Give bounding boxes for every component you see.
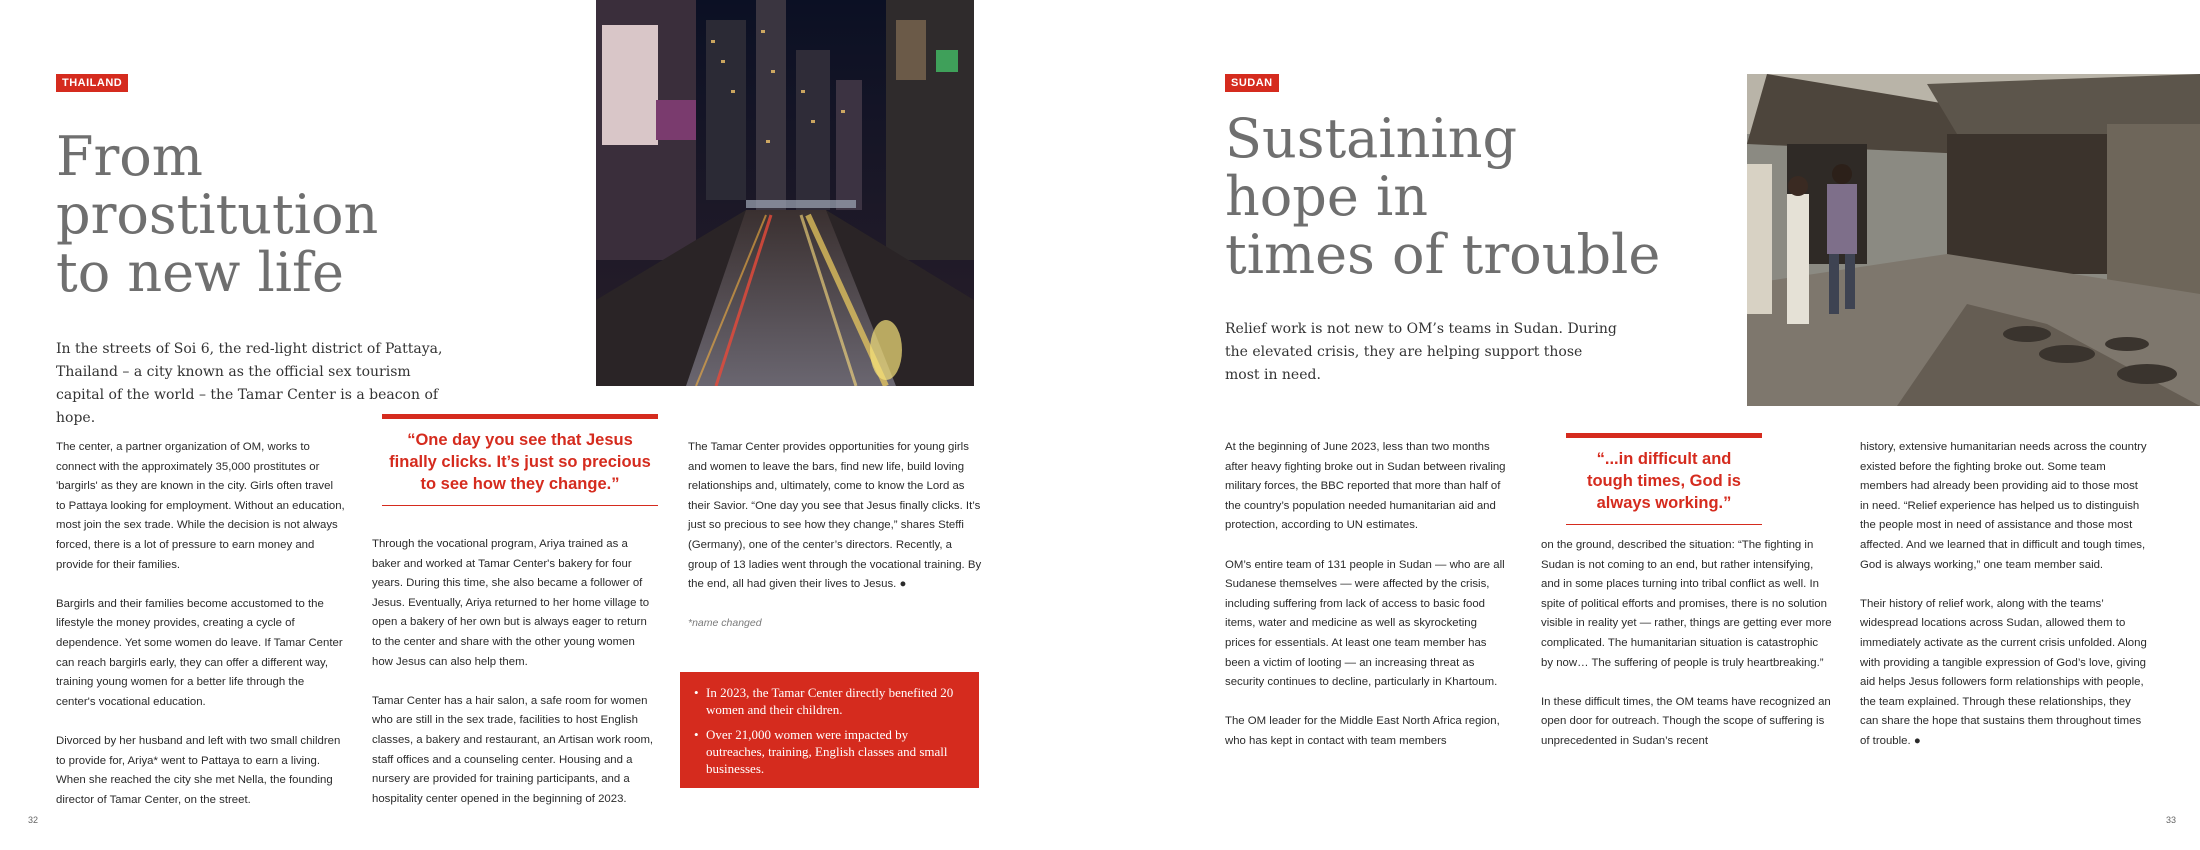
body-paragraph: Bargirls and their families become accustomed to the lifestyle the money provides, creating a cycle of dependence. Yet some women do leave. If Tamar Center can reach bargirls early, they can offer a different way, training young women for a better life through the center's vocational education. bbox=[56, 597, 343, 708]
fact-item: • Over 21,000 women were impacted by outreaches, training, English classes and small businesses. bbox=[694, 726, 965, 777]
right-page bbox=[1100, 0, 2200, 850]
fact-item: • In 2023, the Tamar Center directly benefited 20 women and their children. bbox=[694, 684, 965, 718]
title-line: prostitution bbox=[56, 183, 379, 246]
body-column-1 bbox=[56, 438, 345, 830]
body-paragraph: In these difficult times, the OM teams have recognized an open door for outreach. Though the scope of suffering is unprecedented in Sudan’s recent bbox=[1541, 695, 1831, 747]
body-paragraph: Tamar Center has a hair salon, a safe room for women who are still in the sex trade, facilities to host English classes, a bakery and restaurant, an Artisan work room, staff offices and a counseling center. Housing and a nursery are provided for training participants, and a hospitality center opened in the beginning of 2023. bbox=[372, 694, 654, 805]
body-column-2 bbox=[1541, 536, 1833, 771]
page-number: 32 bbox=[28, 815, 39, 825]
page-title bbox=[1225, 107, 1661, 286]
title-line: Sustaining bbox=[1225, 107, 1518, 170]
body-paragraph: Divorced by her husband and left with two small children to provide for, Ariya* went to Pattaya to earn a living. When she reached the city she met Nella, the founding director of Tamar Center, on the street. bbox=[56, 734, 341, 806]
body-column-3 bbox=[1860, 438, 2147, 771]
title-line: times of trouble bbox=[1225, 223, 1661, 286]
page-title bbox=[56, 125, 379, 304]
sudan-ruins-photo bbox=[1747, 74, 2200, 406]
pull-quote: “One day you see that Jesus finally clicks. It’s just so precious to see how they change.” bbox=[382, 414, 658, 506]
body-paragraph: OM’s entire team of 131 people in Sudan — who are all Sudanese themselves — were affected by the crisis, including suffering from lack of access to basic food items, water and medicine as well as skyrocketing prices for essentials. At least one team member has been a victim of looting — an increasing threat as security continues to decline, particularly in Khartoum. bbox=[1225, 558, 1505, 689]
pull-quote: “...in difficult and tough times, God is always working.” bbox=[1566, 433, 1762, 525]
body-paragraph: history, extensive humanitarian needs across the country existed before the fighting broke out. Some team members had already been providing aid to those most in need. “Relief experience has helped us to distinguish the people most in need of assistance and those most affected. And we learned that in difficult and tough times, God is always working,” one team member said. bbox=[1860, 441, 2147, 571]
pattaya-street-photo bbox=[596, 0, 974, 386]
body-paragraph: Through the vocational program, Ariya trained as a baker and worked at Tamar Center's bakery for four years. During this time, she also became a follower of Jesus. Eventually, Ariya returned to her home village to open a bakery of her own but is always eager to return to the center and share with the other young women how Jesus can also help them. bbox=[372, 538, 650, 668]
body-paragraph: At the beginning of June 2023, less than two months after heavy fighting broke out in Sudan between rivaling military forces, the BBC reported that more than half of the country’s population needed humanitarian aid and protection, according to UN estimates. bbox=[1225, 441, 1506, 532]
body-paragraph: Their history of relief work, along with the teams’ widespread locations across Sudan, allowed them to immediately activate as the current crisis unfolded. Along with providing a tangible expression of God’s love, giving aid helps Jesus followers form relationships with people, the team explained. Through these relationships, they can share the hope that sustains them throughout times of trouble. ● bbox=[1860, 597, 2147, 747]
body-paragraph: on the ground, described the situation: “The fighting in Sudan is not coming to an end, but rather intensifying, and in some places turning into tribal conflict as well. In spite of political efforts and promises, there is no solution visible in reality yet — rather, things are getting ever more complicated. The humanitarian situation is catastrophic by now… The suffering of people is truly heartbreaking.” bbox=[1541, 539, 1832, 669]
intro-paragraph: Relief work is not new to OM’s teams in Sudan. During the elevated crisis, they are helping support those most in need. bbox=[1225, 321, 1617, 383]
intro-paragraph: In the streets of Soi 6, the red-light district of Pattaya, Thailand – a city known as the official sex tourism capital of the world – the Tamar Center is a beacon of hope. bbox=[56, 341, 443, 426]
title-line: to new life bbox=[56, 241, 344, 304]
body-paragraph: The OM leader for the Middle East North Africa region, who has kept in contact with team members bbox=[1225, 715, 1500, 747]
title-line: hope in bbox=[1225, 165, 1429, 228]
body-paragraph: The Tamar Center provides opportunities for young girls and women to leave the bars, find new life, build loving relationships and, ultimately, come to know the Lord as their Savior. “One day you see that Jesus finally clicks. It’s just so precious to see how they change,” shares Steffi (Germany), one of the center’s directors. Recently, a group of 13 ladies went through the vocational training. By the end, all had given their lives to Jesus. ● bbox=[688, 441, 982, 591]
page-number: 33 bbox=[2166, 815, 2177, 825]
title-line: From bbox=[56, 125, 203, 188]
body-column-3 bbox=[688, 438, 984, 614]
body-paragraph: The center, a partner organization of OM, works to connect with the approximately 35,000 prostitutes or 'bargirls' as they are known in the city. Girls often travel to Pattaya looking for employment. Without an education, most join the sex trade. While the decision is not always forced, there is a lot of pressure to earn money and provide for their families. bbox=[56, 441, 345, 571]
country-tag: SUDAN bbox=[1225, 74, 1279, 92]
fact-box bbox=[680, 672, 979, 788]
body-column-2 bbox=[372, 535, 657, 829]
footnote: *name changed bbox=[688, 617, 762, 629]
country-tag: THAILAND bbox=[56, 74, 128, 92]
body-column-1 bbox=[1225, 438, 1510, 771]
